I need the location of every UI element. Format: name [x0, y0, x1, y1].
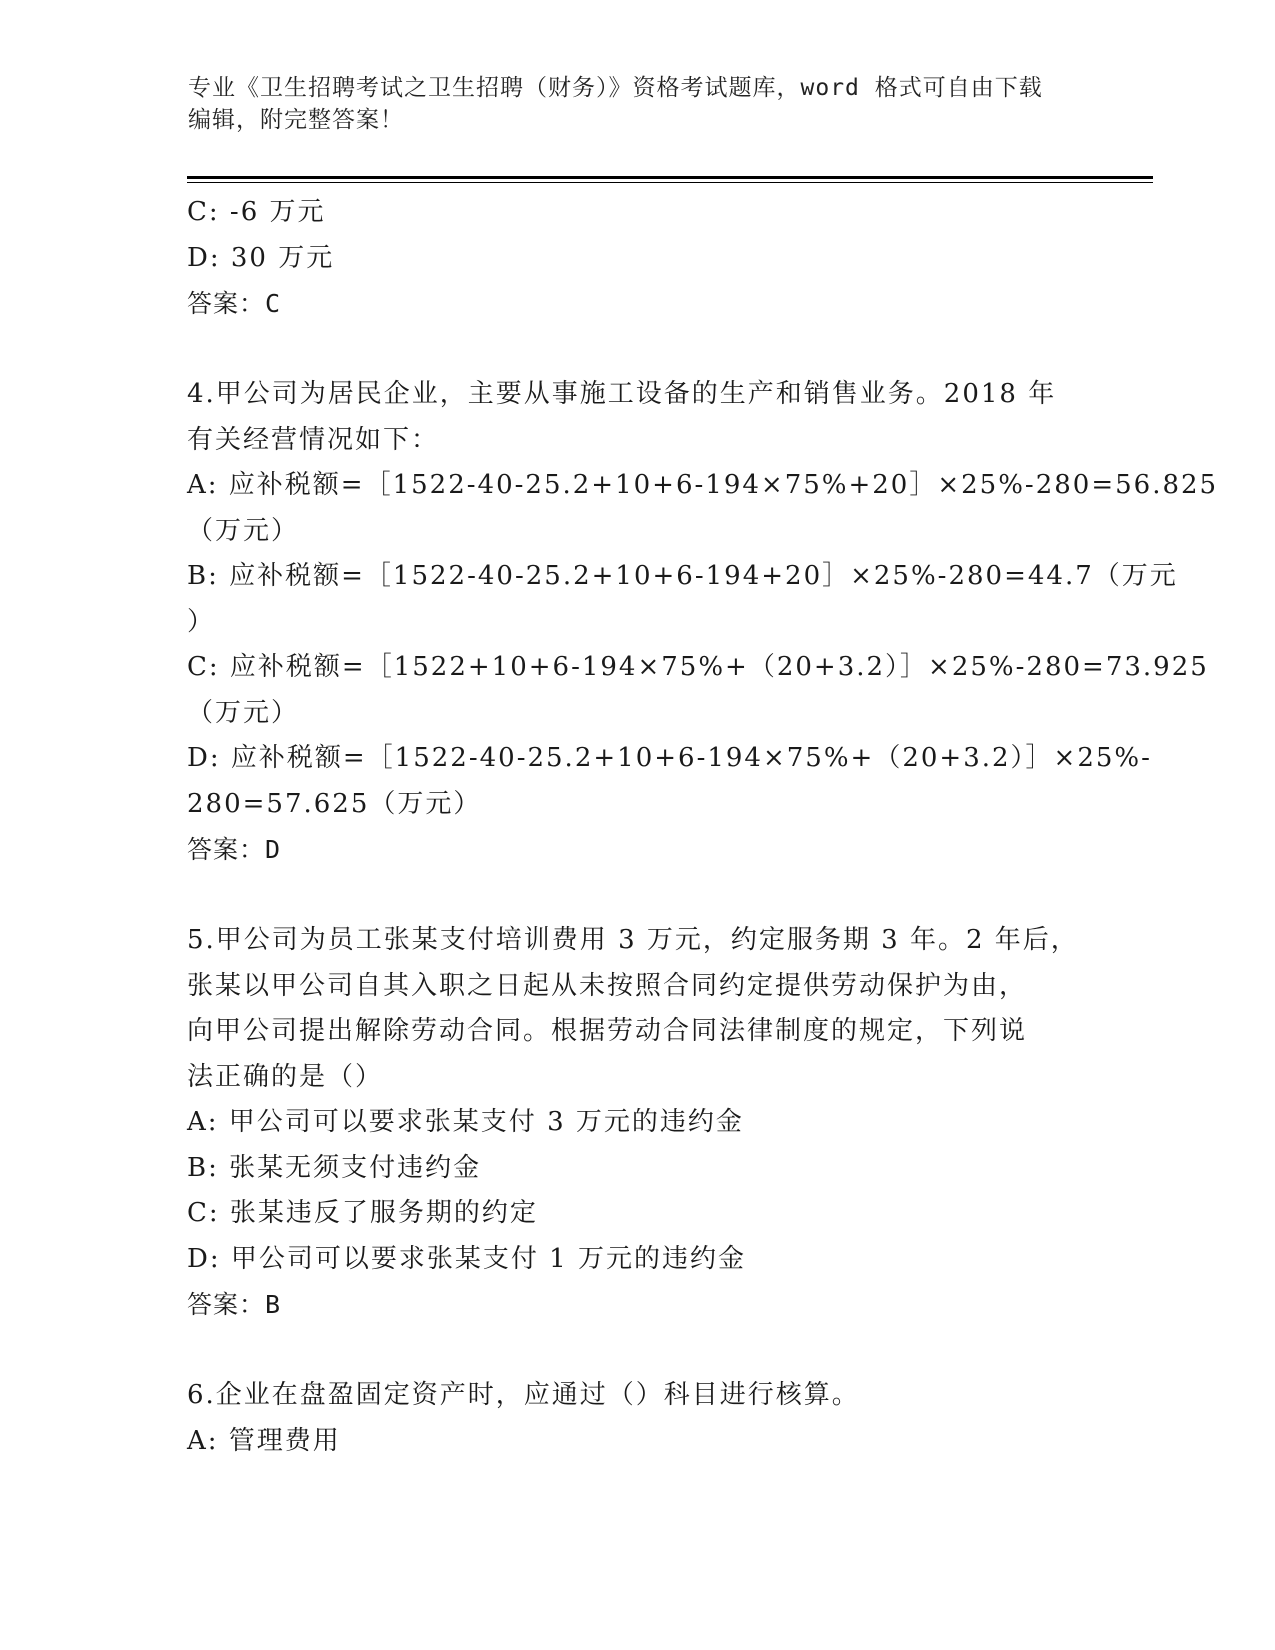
spacer: [187, 873, 1087, 919]
q5-option-b: B: 张某无须支付违约金: [187, 1152, 482, 1183]
q5-stem-line-3: 向甲公司提出解除劳动合同。根据劳动合同法律制度的规定，下列说: [187, 1016, 1028, 1046]
q5-answer: 答案：B: [187, 1290, 282, 1319]
q4-stem-line-1: 4.甲公司为居民企业，主要从事施工设备的生产和销售业务。2018 年: [187, 379, 1057, 409]
q4-answer: 答案：D: [187, 835, 282, 864]
header-rule-thick: [187, 176, 1153, 179]
q4-option-a-line-2: （万元）: [187, 515, 300, 546]
q4-option-d-line-2: 280=57.625（万元）: [187, 788, 482, 819]
q4-option-c-line-1: C: 应补税额=［1522+10+6-194×75%+（20+3.2）］×25%-280=73.925: [187, 652, 1209, 682]
q6-stem: 6.企业在盘盈固定资产时，应通过（）科目进行核算。: [187, 1380, 860, 1410]
q5-option-a: A: 甲公司可以要求张某支付 3 万元的违约金: [187, 1107, 744, 1137]
q5-stem-line-1: 5.甲公司为员工张某支付培训费用 3 万元，约定服务期 3 年。2 年后，: [187, 925, 1079, 955]
q4-option-c-line-2: （万元）: [187, 697, 300, 728]
q4-option-d-line-1: D: 应补税额=［1522-40-25.2+10+6-194×75%+（20+3.2）］×25%-: [187, 743, 1152, 773]
q5-option-d: D: 甲公司可以要求张某支付 1 万元的违约金: [187, 1243, 746, 1274]
spacer: [187, 327, 1087, 373]
header-line-1: 专业《卫生招聘考试之卫生招聘（财务）》资格考试题库，word 格式可自由下载: [188, 75, 1043, 101]
q5-option-c: C: 张某违反了服务期的约定: [187, 1198, 538, 1228]
q6-option-a: A: 管理费用: [187, 1425, 341, 1456]
q4-option-a-line-1: A: 应补税额=［1522-40-25.2+10+6-194×75%+20］×25%-280=56.825: [187, 470, 1219, 500]
q3-option-c: C: -6 万元: [187, 197, 326, 227]
q5-stem-line-2: 张某以甲公司自其入职之日起从未按照合同约定提供劳动保护为由，: [187, 970, 1028, 1001]
q4-option-b-line-2: ）: [187, 606, 216, 637]
header-rule-thin: [187, 182, 1153, 183]
document-header: [188, 72, 1088, 136]
q3-answer: 答案：C: [187, 289, 282, 318]
q5-stem-line-4: 法正确的是（）: [187, 1061, 384, 1092]
spacer: [187, 1328, 1087, 1374]
q4-stem-line-2: 有关经营情况如下：: [187, 424, 440, 455]
header-line-2: 编辑，附完整答案！: [188, 107, 404, 133]
q4-option-b-line-1: B: 应补税额=［1522-40-25.2+10+6-194+20］×25%-280=44.7（万元: [187, 561, 1178, 591]
q3-option-d: D: 30 万元: [187, 242, 335, 273]
question-content: [187, 190, 1219, 1464]
